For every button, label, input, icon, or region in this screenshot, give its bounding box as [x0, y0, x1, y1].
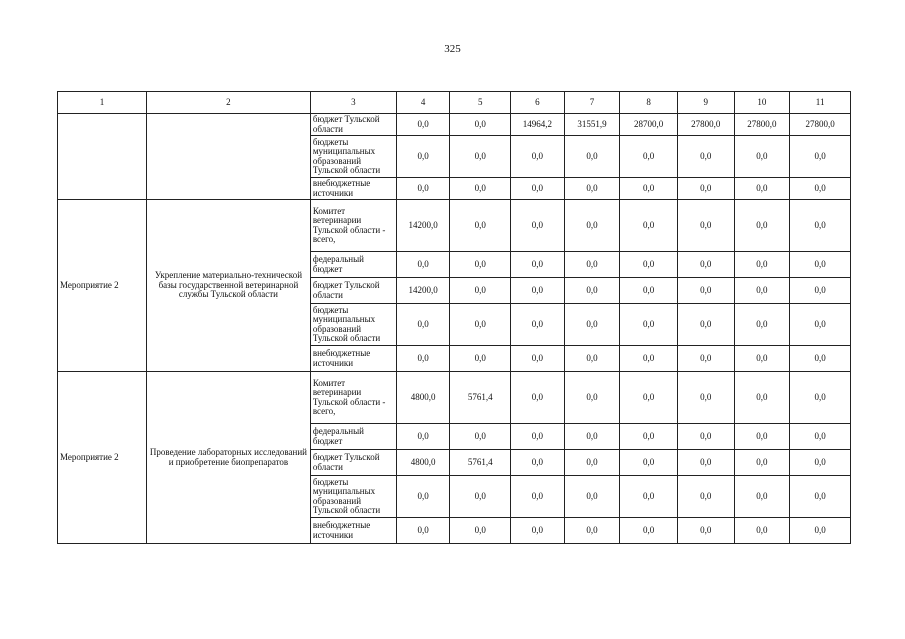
value-cell: 0,0	[734, 136, 790, 178]
value-cell: 0,0	[511, 518, 565, 544]
table-row	[58, 200, 851, 252]
value-cell: 0,0	[620, 346, 678, 372]
value-cell: 0,0	[790, 518, 851, 544]
source-cell: внебюджетные источники	[310, 518, 396, 544]
value-cell: 0,0	[396, 424, 450, 450]
value-cell: 0,0	[620, 278, 678, 304]
measure-cell: Мероприятие 2	[58, 200, 147, 372]
value-cell: 0,0	[511, 424, 565, 450]
value-cell: 0,0	[734, 518, 790, 544]
value-cell: 0,0	[511, 372, 565, 424]
value-cell: 0,0	[450, 476, 511, 518]
value-cell: 28700,0	[620, 114, 678, 136]
value-cell: 0,0	[511, 278, 565, 304]
value-cell: 0,0	[620, 252, 678, 278]
value-cell: 0,0	[734, 252, 790, 278]
value-cell: 0,0	[734, 178, 790, 200]
value-cell: 5761,4	[450, 450, 511, 476]
value-cell: 0,0	[677, 346, 734, 372]
value-cell: 0,0	[620, 136, 678, 178]
value-cell: 0,0	[677, 450, 734, 476]
column-header: 2	[147, 92, 311, 114]
value-cell: 0,0	[790, 372, 851, 424]
value-cell: 0,0	[620, 372, 678, 424]
value-cell: 0,0	[564, 450, 620, 476]
value-cell: 0,0	[396, 114, 450, 136]
value-cell: 0,0	[734, 304, 790, 346]
value-cell: 0,0	[396, 518, 450, 544]
source-cell: Комитет ветеринарии Тульской области - всего,	[310, 372, 396, 424]
value-cell: 0,0	[450, 518, 511, 544]
value-cell: 0,0	[396, 136, 450, 178]
column-header: 10	[734, 92, 790, 114]
value-cell: 0,0	[790, 450, 851, 476]
value-cell: 0,0	[564, 278, 620, 304]
value-cell: 0,0	[734, 476, 790, 518]
value-cell: 0,0	[790, 136, 851, 178]
value-cell: 0,0	[677, 476, 734, 518]
value-cell: 0,0	[396, 346, 450, 372]
source-cell: бюджет Тульской области	[310, 114, 396, 136]
column-header: 4	[396, 92, 450, 114]
budget-table	[57, 91, 851, 544]
value-cell: 0,0	[734, 278, 790, 304]
value-cell: 0,0	[734, 346, 790, 372]
column-header: 3	[310, 92, 396, 114]
value-cell: 0,0	[734, 450, 790, 476]
value-cell: 0,0	[677, 424, 734, 450]
value-cell: 0,0	[511, 200, 565, 252]
value-cell: 0,0	[450, 278, 511, 304]
header-row	[58, 92, 851, 114]
value-cell: 0,0	[511, 476, 565, 518]
value-cell: 0,0	[620, 476, 678, 518]
value-cell: 0,0	[450, 304, 511, 346]
page-number: 325	[444, 43, 461, 55]
source-cell: бюджет Тульской области	[310, 278, 396, 304]
value-cell: 14200,0	[396, 200, 450, 252]
value-cell: 0,0	[450, 114, 511, 136]
value-cell: 0,0	[677, 518, 734, 544]
measure-cell: Мероприятие 2	[58, 372, 147, 544]
column-header: 6	[511, 92, 565, 114]
value-cell: 0,0	[734, 372, 790, 424]
value-cell: 0,0	[511, 136, 565, 178]
value-cell: 0,0	[620, 450, 678, 476]
source-cell: федеральный бюджет	[310, 424, 396, 450]
value-cell: 14200,0	[396, 278, 450, 304]
value-cell: 0,0	[564, 136, 620, 178]
value-cell: 0,0	[677, 136, 734, 178]
value-cell: 0,0	[790, 278, 851, 304]
value-cell: 0,0	[564, 476, 620, 518]
value-cell: 0,0	[564, 200, 620, 252]
source-cell: внебюджетные источники	[310, 178, 396, 200]
value-cell: 0,0	[790, 346, 851, 372]
value-cell: 0,0	[564, 178, 620, 200]
value-cell: 0,0	[790, 178, 851, 200]
measure-cell	[58, 114, 147, 200]
value-cell: 0,0	[790, 424, 851, 450]
value-cell: 0,0	[396, 178, 450, 200]
source-cell: бюджеты муниципальных образований Тульской области	[310, 476, 396, 518]
value-cell: 0,0	[450, 424, 511, 450]
column-header: 11	[790, 92, 851, 114]
source-cell: внебюджетные источники	[310, 346, 396, 372]
value-cell: 0,0	[677, 372, 734, 424]
value-cell: 0,0	[511, 346, 565, 372]
source-cell: бюджеты муниципальных образований Тульской области	[310, 136, 396, 178]
source-cell: бюджеты муниципальных образований Тульской области	[310, 304, 396, 346]
value-cell: 0,0	[564, 304, 620, 346]
value-cell: 0,0	[564, 518, 620, 544]
value-cell: 0,0	[677, 304, 734, 346]
value-cell: 0,0	[396, 304, 450, 346]
value-cell: 0,0	[677, 252, 734, 278]
value-cell: 4800,0	[396, 450, 450, 476]
value-cell: 0,0	[564, 372, 620, 424]
value-cell: 27800,0	[677, 114, 734, 136]
value-cell: 4800,0	[396, 372, 450, 424]
value-cell: 0,0	[790, 252, 851, 278]
value-cell: 0,0	[450, 178, 511, 200]
value-cell: 0,0	[677, 178, 734, 200]
value-cell: 0,0	[620, 518, 678, 544]
value-cell: 0,0	[450, 200, 511, 252]
description-cell	[147, 114, 311, 200]
column-header: 7	[564, 92, 620, 114]
value-cell: 0,0	[790, 304, 851, 346]
value-cell: 0,0	[564, 424, 620, 450]
value-cell: 0,0	[511, 450, 565, 476]
value-cell: 0,0	[677, 278, 734, 304]
column-header: 1	[58, 92, 147, 114]
description-cell: Проведение лабораторных исследований и приобретение биопрепаратов	[147, 372, 311, 544]
value-cell: 27800,0	[790, 114, 851, 136]
value-cell: 0,0	[790, 476, 851, 518]
column-header: 9	[677, 92, 734, 114]
value-cell: 27800,0	[734, 114, 790, 136]
value-cell: 0,0	[450, 252, 511, 278]
value-cell: 0,0	[511, 178, 565, 200]
description-cell: Укрепление материально-технической базы государственной ветеринарной службы Тульской области	[147, 200, 311, 372]
value-cell: 0,0	[620, 178, 678, 200]
value-cell: 0,0	[790, 200, 851, 252]
value-cell: 0,0	[564, 346, 620, 372]
value-cell: 31551,9	[564, 114, 620, 136]
value-cell: 0,0	[450, 136, 511, 178]
value-cell: 5761,4	[450, 372, 511, 424]
column-header: 8	[620, 92, 678, 114]
value-cell: 0,0	[396, 476, 450, 518]
value-cell: 0,0	[620, 424, 678, 450]
value-cell: 0,0	[620, 200, 678, 252]
value-cell: 0,0	[620, 304, 678, 346]
value-cell: 0,0	[450, 346, 511, 372]
value-cell: 0,0	[734, 424, 790, 450]
value-cell: 0,0	[734, 200, 790, 252]
value-cell: 0,0	[396, 252, 450, 278]
value-cell: 0,0	[564, 252, 620, 278]
source-cell: бюджет Тульской области	[310, 450, 396, 476]
source-cell: Комитет ветеринарии Тульской области - всего,	[310, 200, 396, 252]
table-row	[58, 372, 851, 424]
source-cell: федеральный бюджет	[310, 252, 396, 278]
column-header: 5	[450, 92, 511, 114]
value-cell: 14964,2	[511, 114, 565, 136]
value-cell: 0,0	[677, 200, 734, 252]
table-row	[58, 114, 851, 136]
value-cell: 0,0	[511, 304, 565, 346]
value-cell: 0,0	[511, 252, 565, 278]
